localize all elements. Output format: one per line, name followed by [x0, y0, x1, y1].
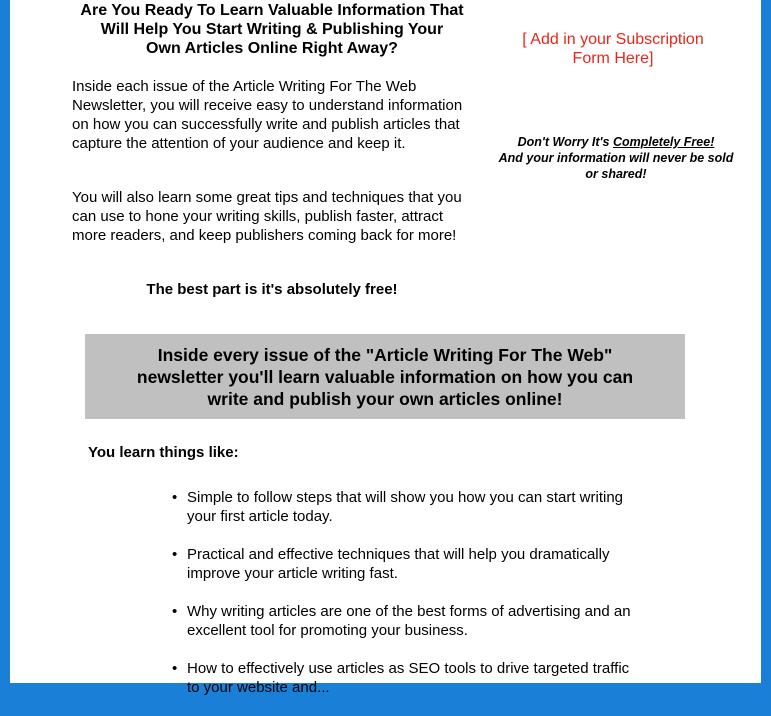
list-item — [172, 545, 642, 583]
list-item-text: How to effectively use articles as SEO tools to drive targeted traffic to your website and... — [187, 660, 630, 696]
privacy-note-line2: And your information will never be sold or shared! — [498, 151, 734, 181]
bullet-icon: • — [172, 546, 178, 563]
list-item — [172, 659, 642, 697]
intro-paragraph-2: You will also learn some great tips and techniques that you can use to hone your writing skills, publish faster, attract more readers, and keep publishers coming back for more! — [72, 189, 462, 244]
bullet-icon: • — [172, 489, 178, 506]
newsletter-page — [10, 0, 761, 696]
list-item-text: Simple to follow steps that will show you how you can start writing your first article today. — [187, 489, 624, 525]
page-headline — [72, 1, 472, 58]
free-statement: The best part is it's absolutely free! — [146, 281, 398, 298]
headline-line-1: Are You Ready To Learn Valuable Information That — [80, 2, 464, 19]
privacy-note-prefix: Don't Worry It's — [517, 135, 613, 149]
privacy-note-free: Completely Free! — [612, 135, 715, 149]
learn-heading: You learn things like: — [88, 444, 239, 461]
list-item-text: Why writing articles are one of the best forms of advertising and an excellent tool for promoting your business. — [187, 603, 631, 639]
callout-text: Inside every issue of the "Article Writing For The Web" newsletter you'll learn valuable information on how you can write and publish your own articles online! — [136, 344, 634, 409]
headline-line-2: Will Help You Start Writing & Publishing Your — [100, 21, 444, 38]
callout-box — [85, 334, 685, 419]
list-item — [172, 488, 642, 526]
subscription-form-placeholder[interactable]: [ Add in your Subscription Form Here] — [522, 31, 704, 67]
bullet-icon: • — [172, 603, 178, 620]
privacy-note — [498, 134, 734, 182]
headline-line-3: Own Articles Online Right Away? — [146, 40, 398, 57]
list-item-text: Practical and effective techniques that will help you dramatically improve your article writing fast. — [187, 546, 610, 582]
list-item — [172, 602, 642, 640]
learn-list — [172, 488, 642, 716]
intro-paragraph-1: Inside each issue of the Article Writing For The Web Newsletter, you will receive easy to understand information on how you can successfully write and publish articles that capture the attention of your audience and keep it. — [72, 78, 463, 152]
bullet-icon: • — [172, 660, 178, 677]
